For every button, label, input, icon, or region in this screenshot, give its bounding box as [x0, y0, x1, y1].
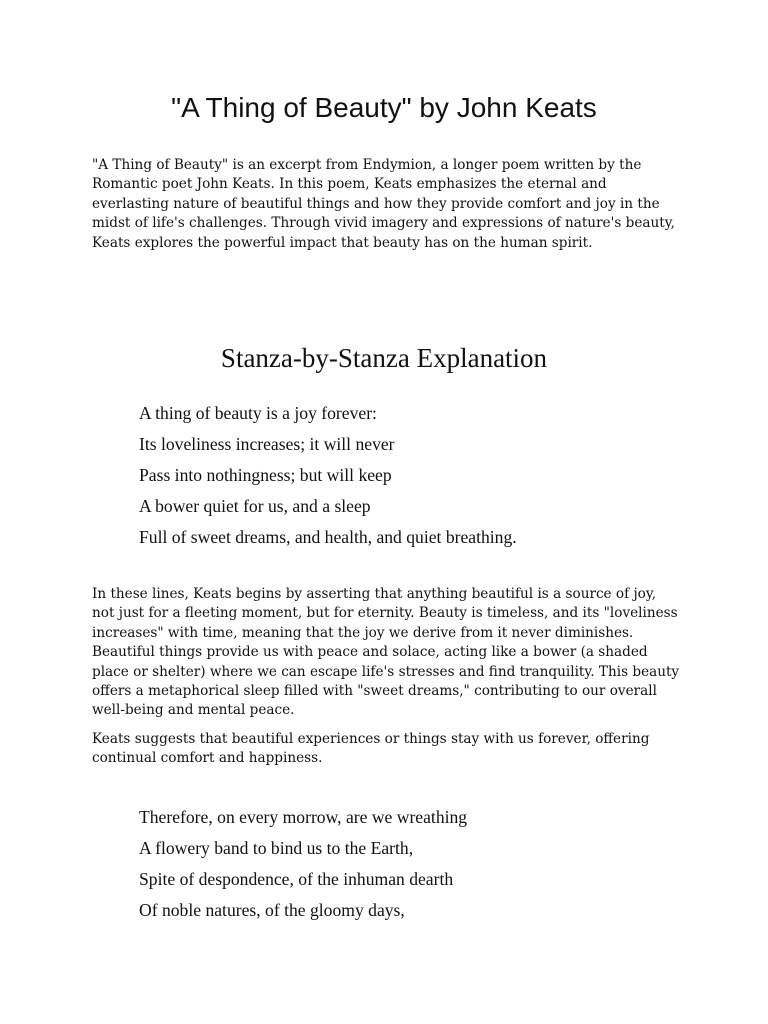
poem-line: Of noble natures, of the gloomy days, — [139, 900, 405, 920]
poem-line: A thing of beauty is a joy forever: — [139, 403, 377, 423]
poem-line: A bower quiet for us, and a sleep — [139, 496, 371, 516]
poem-line: Therefore, on every morrow, are we wreathing — [139, 807, 468, 827]
explanation-paragraph-2: Keats suggests that beautiful experiences or things stay with us forever, offering continual comfort and happiness. — [92, 731, 650, 767]
poem-line: Spite of despondence, of the inhuman dearth — [139, 869, 454, 889]
page-title: "A Thing of Beauty" by John Keats — [171, 92, 597, 123]
poem-line: Its loveliness increases; it will never — [139, 434, 395, 454]
section-heading: Stanza-by-Stanza Explanation — [220, 343, 548, 373]
stanza-2 — [139, 802, 699, 926]
explanation-paragraph-1: In these lines, Keats begins by asserting that anything beautiful is a source of joy, not just for a fleeting moment, but for eternity. Beauty is timeless, and its "loveliness increases" with time, meaning that the joy we derive from it never diminishes. Beautiful things provide us with peace and solace, acting like a bower (a shaded place or shelter) where we can escape life's stresses and find tranquility. This beauty offers a metaphorical sleep filled with "sweet dreams," contributing to our overall well-being and mental peace. — [92, 586, 680, 719]
poem-line: Full of sweet dreams, and health, and quiet breathing. — [139, 527, 517, 547]
intro-paragraph: "A Thing of Beauty" is an excerpt from Endymion, a longer poem written by the Romantic poet John Keats. In this poem, Keats emphasizes the eternal and everlasting nature of beautiful things and how they provide comfort and joy in the midst of life's challenges. Through vivid imagery and expressions of nature's beauty, Keats explores the powerful impact that beauty has on the human spirit. — [92, 157, 675, 251]
poem-line: Pass into nothingness; but will keep — [139, 465, 392, 485]
poem-line: A flowery band to bind us to the Earth, — [139, 838, 414, 858]
stanza-1 — [139, 398, 699, 553]
